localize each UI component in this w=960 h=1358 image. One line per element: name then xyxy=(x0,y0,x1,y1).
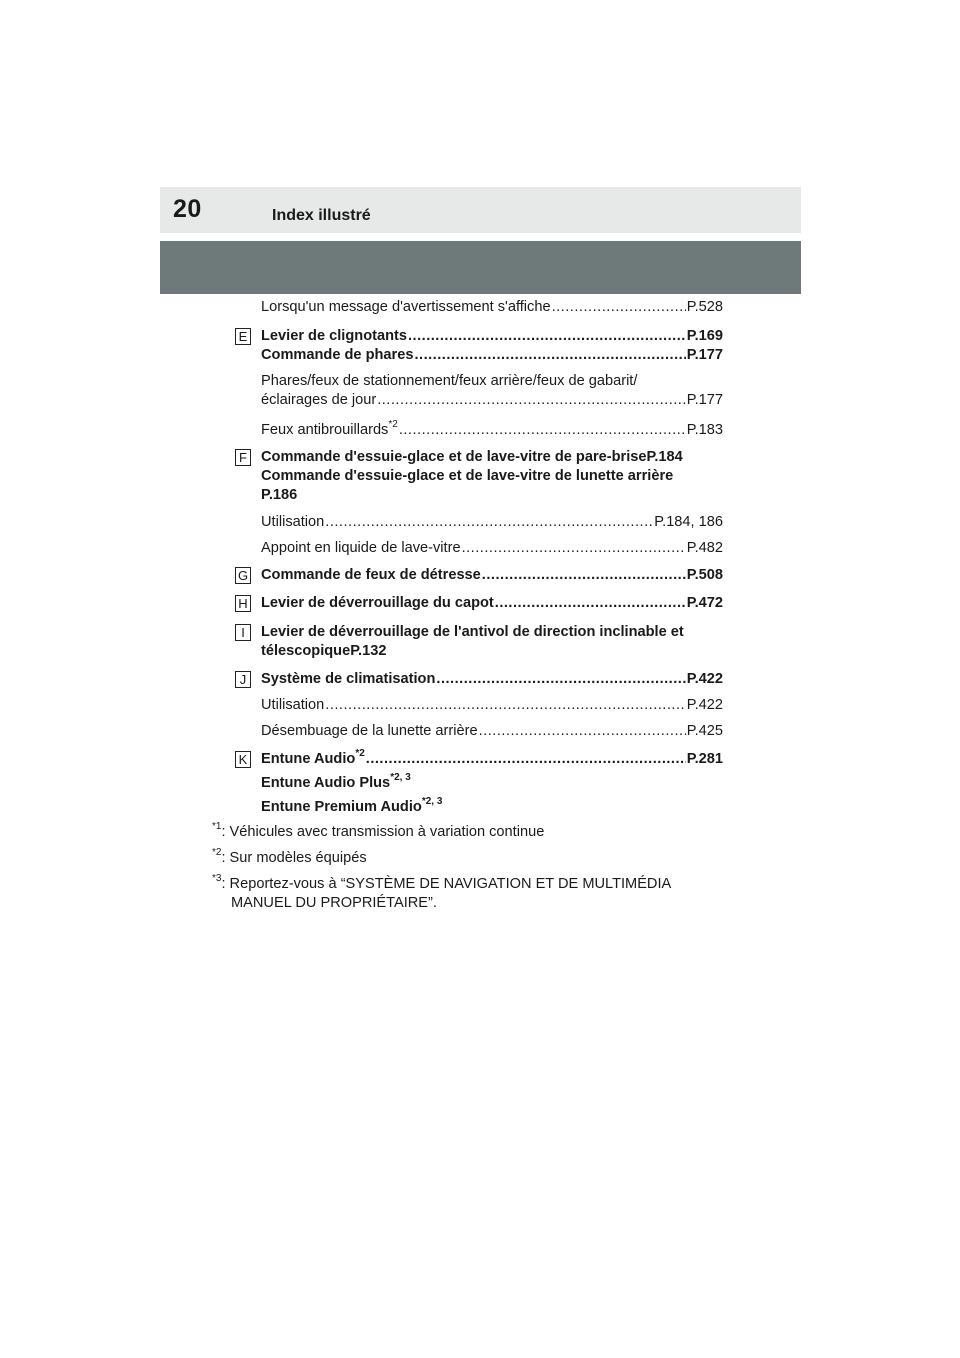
leader-dots xyxy=(495,594,686,613)
letter-marker-j: J xyxy=(235,671,251,688)
footnote-text: : Véhicules avec transmission à variation continue xyxy=(221,824,545,840)
page-reference: P.508 xyxy=(686,567,723,583)
index-entry-text xyxy=(261,798,442,817)
index-entry xyxy=(261,670,723,689)
leader-dots xyxy=(366,750,686,769)
entry-label: Entune Premium Audio xyxy=(261,799,422,815)
entry-text: éclairages de jour xyxy=(261,392,377,408)
entry-text: Appoint en liquide de lave-vitre xyxy=(261,540,461,556)
footnote-continuation: MANUEL DU PROPRIÉTAIRE”. xyxy=(231,895,437,911)
index-entry xyxy=(261,722,723,741)
footnote-mark: *3 xyxy=(212,873,222,885)
footnote xyxy=(212,849,367,868)
index-entry xyxy=(261,513,723,532)
page-number: 20 xyxy=(173,195,202,223)
entry-text: Désembuage de la lunette arrière xyxy=(261,723,478,739)
page-reference: P.422 xyxy=(686,671,723,687)
letter-marker-k: K xyxy=(235,751,251,768)
letter-marker-i: I xyxy=(235,624,251,641)
entry-label: Entune Audio xyxy=(261,751,356,767)
index-entry xyxy=(261,566,723,585)
leader-dots xyxy=(325,513,653,532)
leader-dots xyxy=(399,421,686,440)
entry-text: Utilisation xyxy=(261,514,325,530)
index-entry-text: télescopiqueP.132 xyxy=(261,643,387,659)
footnote-ref: *2 xyxy=(388,419,398,431)
page-reference: P.177 xyxy=(686,392,723,408)
entry-text: Levier de déverrouillage du capot xyxy=(261,595,494,611)
entry-text: Utilisation xyxy=(261,697,325,713)
index-entry-text: P.186 xyxy=(261,487,298,503)
letter-marker-f: F xyxy=(235,449,251,466)
entry-text: Système de climatisation xyxy=(261,671,436,687)
leader-dots xyxy=(325,696,685,715)
leader-dots xyxy=(479,722,686,741)
page-reference: P.169 xyxy=(686,328,723,344)
footnote-ref: *2, 3 xyxy=(390,772,411,784)
footnote xyxy=(212,823,544,842)
entry-text xyxy=(261,750,365,769)
entry-text: Commande de phares xyxy=(261,347,414,363)
page-reference: P.422 xyxy=(686,697,723,713)
index-entry xyxy=(261,327,723,346)
leader-dots xyxy=(482,566,686,585)
illustration-band xyxy=(160,241,801,294)
letter-marker-g: G xyxy=(235,567,251,584)
page-reference: P.184, 186 xyxy=(654,514,723,530)
letter-marker-e: E xyxy=(235,328,251,345)
index-entry xyxy=(261,696,723,715)
index-entry-text: Levier de déverrouillage de l'antivol de direction inclinable et xyxy=(261,624,684,640)
leader-dots xyxy=(377,391,686,410)
entry-text: Levier de clignotants xyxy=(261,328,407,344)
index-entry xyxy=(261,421,723,440)
page-reference: P.528 xyxy=(686,299,723,315)
section-title: Index illustré xyxy=(272,207,371,224)
footnote-text: : Sur modèles équipés xyxy=(221,850,367,866)
page-reference: P.482 xyxy=(686,540,723,556)
index-entry xyxy=(261,346,723,365)
index-entry xyxy=(261,594,723,613)
entry-text: Lorsqu'un message d'avertissement s'affiche xyxy=(261,299,551,315)
leader-dots xyxy=(414,346,685,365)
entry-text: Commande de feux de détresse xyxy=(261,567,481,583)
index-entry xyxy=(261,298,723,317)
leader-dots xyxy=(462,539,686,558)
leader-dots xyxy=(408,327,686,346)
index-entry-text xyxy=(261,774,411,793)
page-reference: P.183 xyxy=(686,422,723,438)
page-reference: P.472 xyxy=(686,595,723,611)
page-reference: P.425 xyxy=(686,723,723,739)
index-entry-text: Phares/feux de stationnement/feux arrière/feux de gabarit/ xyxy=(261,373,638,389)
index-entry xyxy=(261,750,723,769)
page-reference: P.281 xyxy=(686,751,723,767)
entry-label: Entune Audio Plus xyxy=(261,775,391,791)
page-reference: P.177 xyxy=(686,347,723,363)
footnote-ref: *2 xyxy=(355,748,365,760)
letter-marker-h: H xyxy=(235,595,251,612)
leader-dots xyxy=(552,298,686,317)
footnote-mark: *2 xyxy=(212,847,222,859)
leader-dots xyxy=(436,670,685,689)
footnote xyxy=(212,875,671,894)
entry-label: Feux antibrouillards xyxy=(261,422,389,438)
index-entry xyxy=(261,391,723,410)
footnote-text: : Reportez-vous à “SYSTÈME DE NAVIGATION ET DE MULTIMÉDIA xyxy=(221,876,672,892)
footnote-mark: *1 xyxy=(212,821,222,833)
entry-text xyxy=(261,421,398,440)
index-entry xyxy=(261,539,723,558)
index-entry-text: Commande d'essuie-glace et de lave-vitre de pare-briseP.184 xyxy=(261,449,683,465)
index-entry-text: Commande d'essuie-glace et de lave-vitre de lunette arrière xyxy=(261,468,674,484)
footnote-ref: *2, 3 xyxy=(421,796,443,808)
header-band xyxy=(160,187,801,233)
